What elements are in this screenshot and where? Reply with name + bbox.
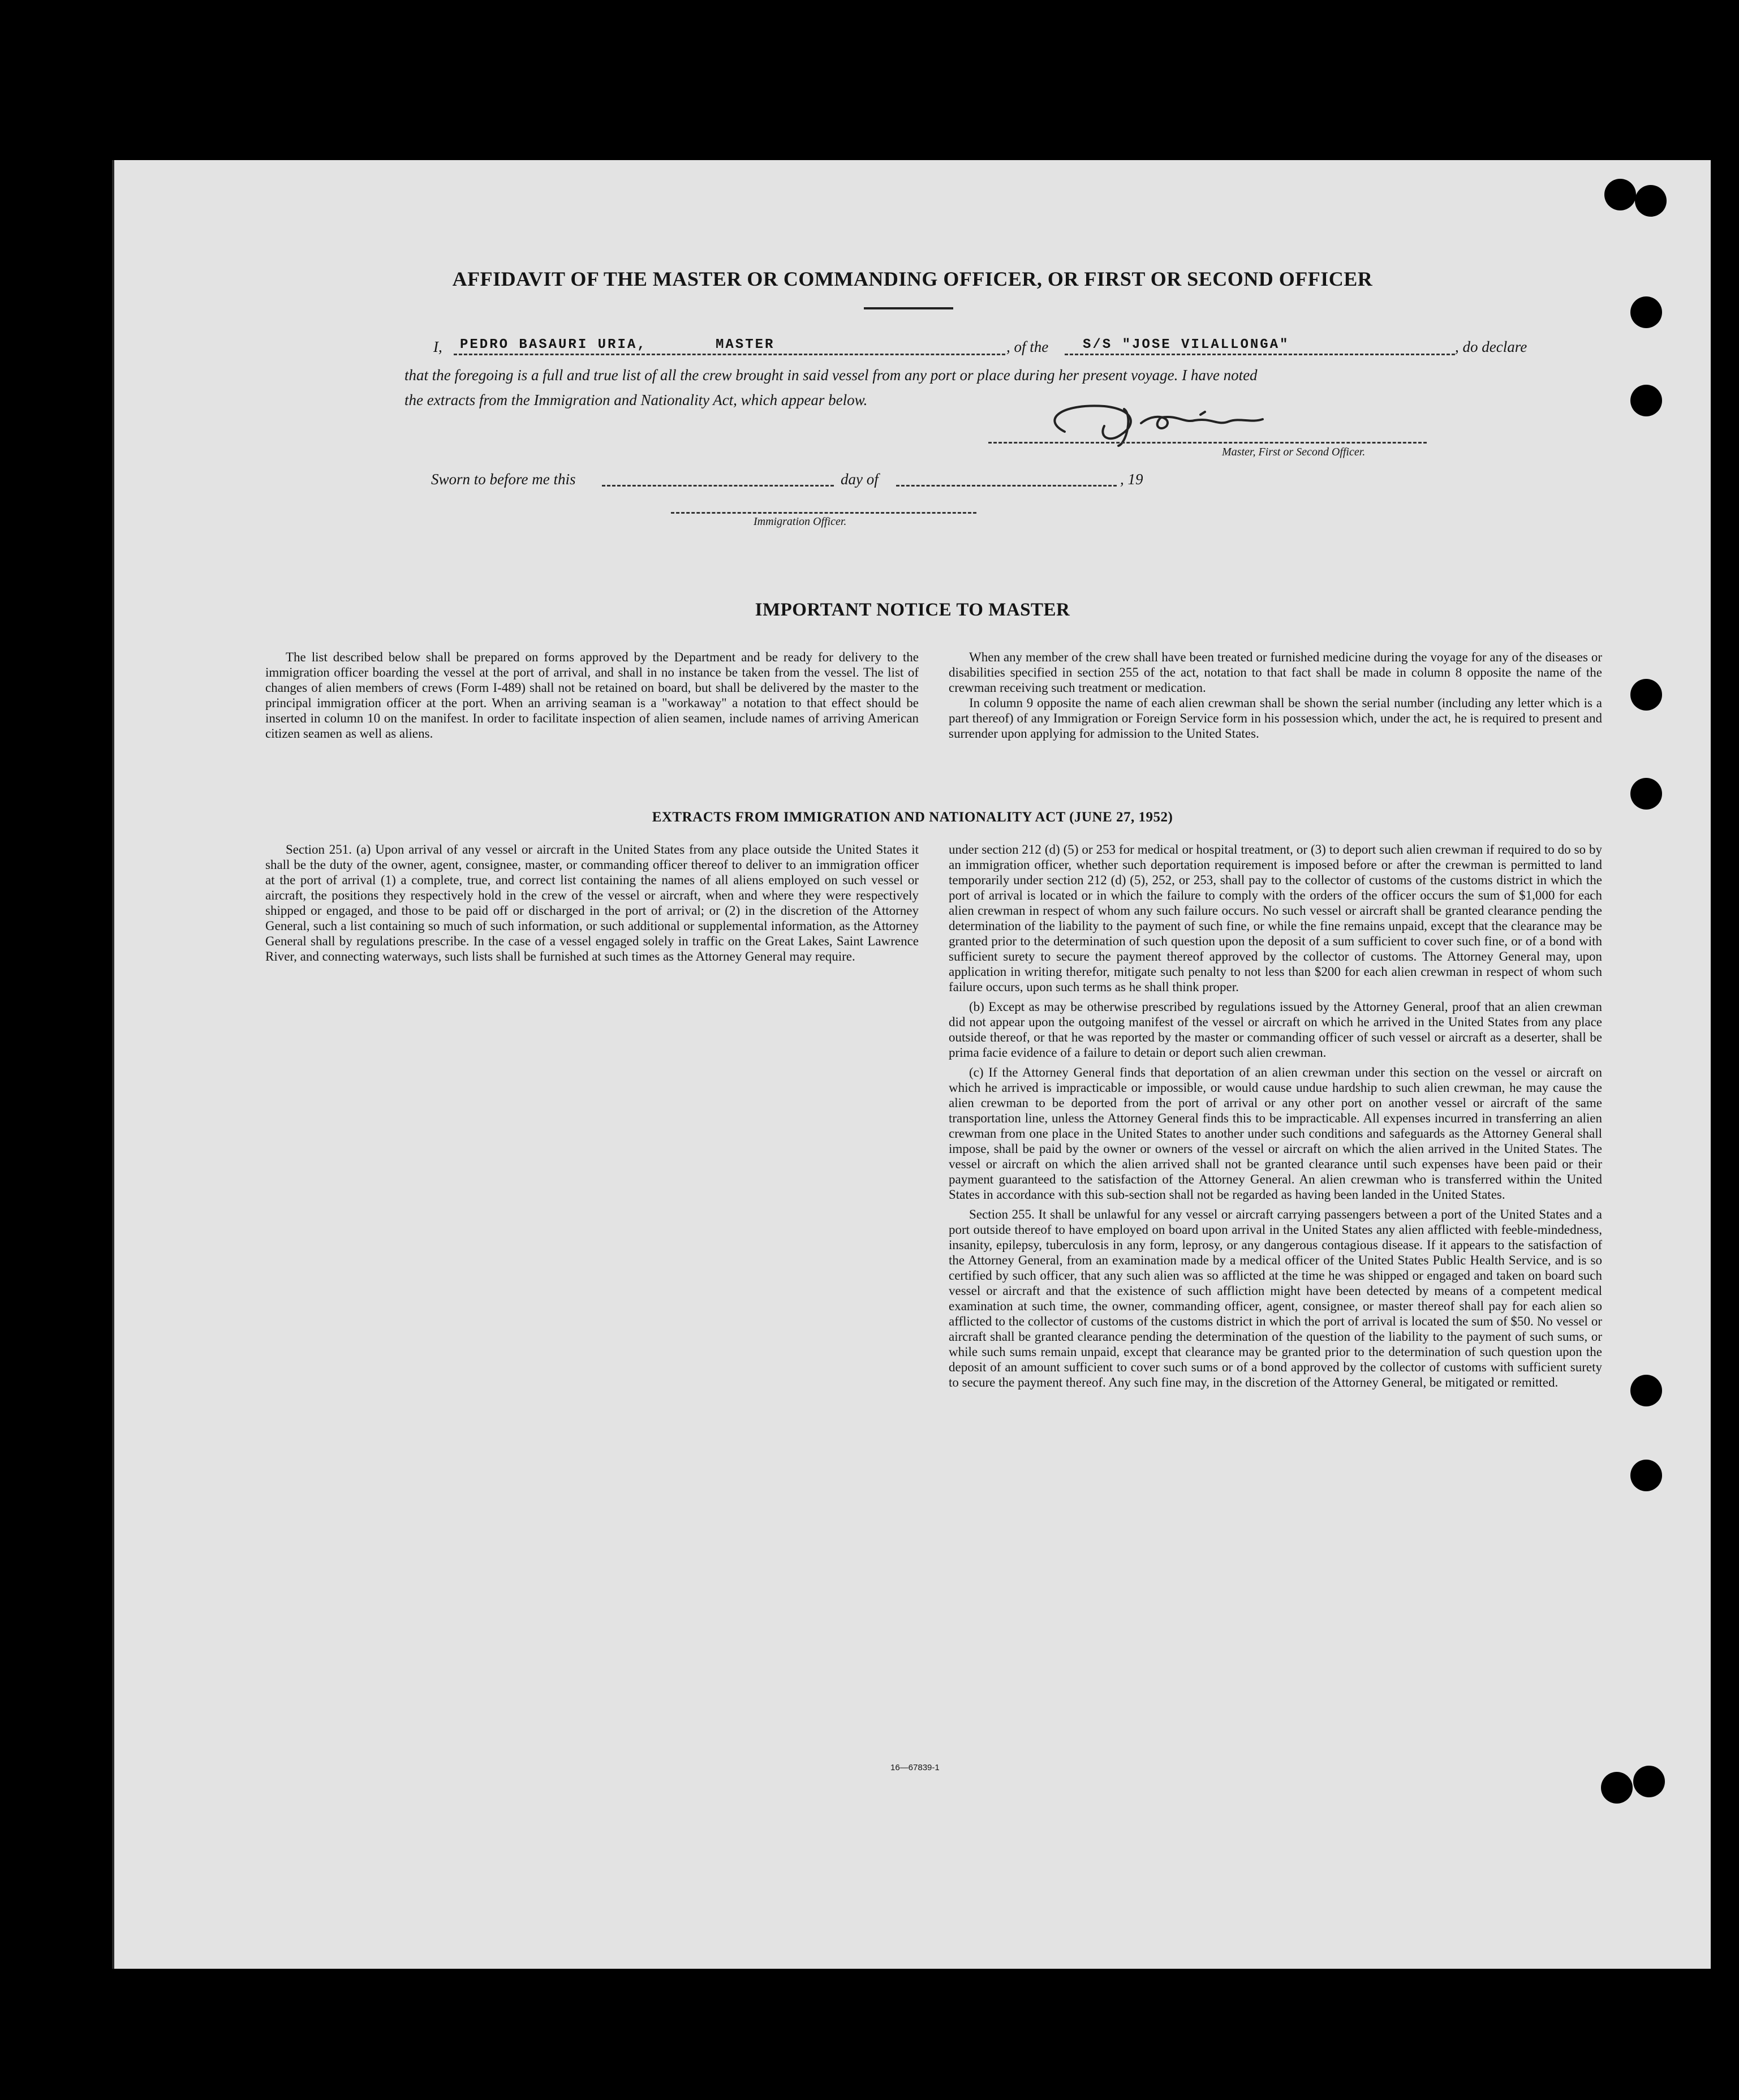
notice-paragraph: When any member of the crew shall have been treated or furnished medicine during the voyage for any of the diseases or disabilities specified in section 255 of the act, notation to that fact shall be made in column 8 opposite the name of the crewman receiving such treatment or medication. (949, 650, 1602, 695)
extracts-title: EXTRACTS FROM IMMIGRATION AND NATIONALITY ACT (JUNE 27, 1952) (652, 810, 1173, 825)
immigration-officer-line (671, 512, 976, 514)
immigration-officer-label: Immigration Officer. (754, 515, 847, 528)
punch-hole (1635, 185, 1667, 217)
name-line (454, 354, 1005, 355)
vessel-name: S/S "JOSE VILALLONGA" (1083, 337, 1290, 352)
sworn-label: Sworn to before me this (431, 471, 576, 488)
notice-left-column (265, 649, 919, 741)
section-paragraph: (c) If the Attorney General finds that deportation of an alien crewman under this section on the vessel or aircraft on which he arrived is impracticable or impossible, or would cause undue hardship to such alien crewman, he may cause the alien crewman to be deported from the port of arrival or any other port on another vessel or aircraft of the same transportation line, unless the Attorney General finds this to be impracticable. All expenses incurred in transferring an alien crewman from one place in the United States to another under such conditions and safeguards as the Attorney General shall impose, shall be paid by the owner or owners of the vessel or aircraft on which the alien arrived in the United States. The vessel or aircraft on which the alien arrived shall not be granted clearance until such expenses have been paid or their payment guaranteed to the satisfaction of the Attorney General. An alien crewman who is transferred within the United States in accordance with this sub-section shall not be regarded as having been landed in the United States. (949, 1065, 1602, 1202)
notice-right-column (949, 649, 1602, 741)
punch-hole (1630, 778, 1662, 810)
section-paragraph: (b) Except as may be otherwise prescribed by regulations issued by the Attorney General, proof that an alien crewman did not appear upon the outgoing manifest of the vessel or aircraft on which he arrived in the United States from any place outside thereof, or that he was reported by the master or commanding officer of such vessel or aircraft as a deserter, shall be prima facie evidence of a failure to detain or deport such alien crewman. (949, 1000, 1602, 1060)
declaration-line-3: the extracts from the Immigration and Nationality Act, which appear below. (404, 391, 868, 408)
document-page (112, 160, 1711, 1969)
signature-line (988, 442, 1427, 444)
vessel-line (1065, 354, 1455, 355)
punch-hole (1630, 1460, 1662, 1491)
punch-hole (1601, 1772, 1633, 1804)
punch-hole (1633, 1766, 1665, 1797)
extracts-right-column (949, 842, 1602, 1390)
notice-paragraph: In column 9 opposite the name of each alien crewman shall be shown the serial number (including any letter which is a part thereof) of any Immigration or Foreign Service form in his possession which, under the act, he is required to present and surrender upon applying for admission to the United States. (949, 696, 1602, 741)
sworn-month-line (896, 485, 1117, 487)
year-label: , 19 (1120, 471, 1143, 488)
sworn-day-line (602, 485, 834, 487)
affidavit-prefix: I, (433, 338, 442, 355)
notice-title: IMPORTANT NOTICE TO MASTER (755, 600, 1070, 620)
punch-hole (1630, 296, 1662, 328)
punch-hole (1630, 385, 1662, 416)
title-underline (864, 307, 953, 309)
day-of-label: day of (841, 471, 879, 488)
section-paragraph: Section 255. It shall be unlawful for any vessel or aircraft carrying passengers between a port of the United States and a port outside thereof to have employed on board upon arrival in the United States any alien afflicted with feeble-mindedness, insanity, epilepsy, tuberculosis in any form, leprosy, or any dangerous contagious disease. If it appears to the satisfaction of the Attorney General, from an examination made by a medical officer of the United States Public Health Service, and is so certified by such officer, that any such alien was so afflicted at the time he was shipped or engaged and taken on board such vessel or aircraft and that the existence of such affliction might have been detected by means of a competent medical examination at such time, the owner, commanding officer, agent, consignee, or master thereof shall pay for each alien so afflicted to the collector of customs of the customs district in which the port of arrival is located the sum of $50. No vessel or aircraft shall be granted clearance pending the determination of the question of the liability to the payment of such sums, or while such sums remain unpaid, except that clearance may be granted prior to the determination of such question upon the deposit of an amount sufficient to cover such sums or of a bond approved by the collector of customs with sufficient surety to secure the payment thereof. Any such fine may, in the discretion of the Attorney General, be mitigated or remitted. (949, 1207, 1602, 1389)
punch-hole (1604, 179, 1636, 210)
form-number: 16—67839-1 (890, 1763, 940, 1772)
master-name: PEDRO BASAURI URIA, (460, 337, 647, 352)
master-rank: MASTER (716, 337, 775, 352)
declaration-line-2: that the foregoing is a full and true list of all the crew brought in said vessel from any port or place during her present voyage. I have noted (404, 367, 1258, 384)
section-paragraph: under section 212 (d) (5) or 253 for medical or hospital treatment, or (3) to deport such alien crewman if required to do so by an immigration officer, whether such deportation requirement is imposed before or after the crewman is permitted to land temporarily under section 212 (d) (5), 252, or 253, shall pay to the collector of customs of the customs district in which the port of arrival is located or in which the failure to comply with the orders of the officer occurs the sum of $1,000 for each alien crewman in respect of whom any such failure occurs. No such vessel or aircraft shall be granted clearance pending the determination of the liability to the payment of such fine, or while the fine remains unpaid, except that the clearance may be granted prior to the determination of such question upon the deposit of a sum sufficient to cover such fine, or of a bond with sufficient surety to secure the payment thereof approved by the collector of customs. The Attorney General may, upon application in writing therefor, mitigate such penalty to not less than $200 for each alien crewman in respect of whom such failure occurs, upon such terms as he shall think proper. (949, 842, 1602, 994)
punch-hole (1630, 1375, 1662, 1406)
extracts-left-column (265, 842, 919, 964)
do-declare-label: , do declare (1455, 338, 1527, 355)
affidavit-title: AFFIDAVIT OF THE MASTER OR COMMANDING OFFICER, OR FIRST OR SECOND OFFICER (452, 268, 1373, 290)
signature (1025, 392, 1319, 454)
section-paragraph: Section 251. (a) Upon arrival of any vessel or aircraft in the United States from any place outside the United States it shall be the duty of the owner, agent, consignee, master, or commanding officer thereof to deliver to an immigration officer at the port of arrival (1) a complete, true, and correct list containing the names of all aliens employed on such vessel or aircraft, the positions they respectively hold in the crew of the vessel or aircraft, when and where they were respectively shipped or engaged, and those to be paid off or discharged in the port of arrival; or (2) in the discretion of the Attorney General, such a list containing so much of such information, or such additional or supplemental information, as the Attorney General shall by regulations prescribe. In the case of a vessel engaged solely in traffic on the Great Lakes, Saint Lawrence River, and connecting waterways, such lists shall be furnished at such times as the Attorney General may require. (265, 842, 919, 963)
of-the-label: , of the (1006, 338, 1049, 355)
signer-label: Master, First or Second Officer. (1222, 446, 1366, 458)
punch-hole (1630, 679, 1662, 711)
notice-paragraph: The list described below shall be prepared on forms approved by the Department and be ready for delivery to the immigration officer boarding the vessel at the port of arrival, and shall in no instance be taken from the vessel. The list of changes of alien members of crews (Form I-489) shall not be retained on board, but shall be delivered by the master to the principal immigration officer at the port. When an arriving seaman is a "workaway" a notation to that effect should be inserted in column 10 on the manifest. In order to facilitate inspection of alien seamen, include names of arriving American citizen seamen as well as aliens. (265, 650, 919, 741)
